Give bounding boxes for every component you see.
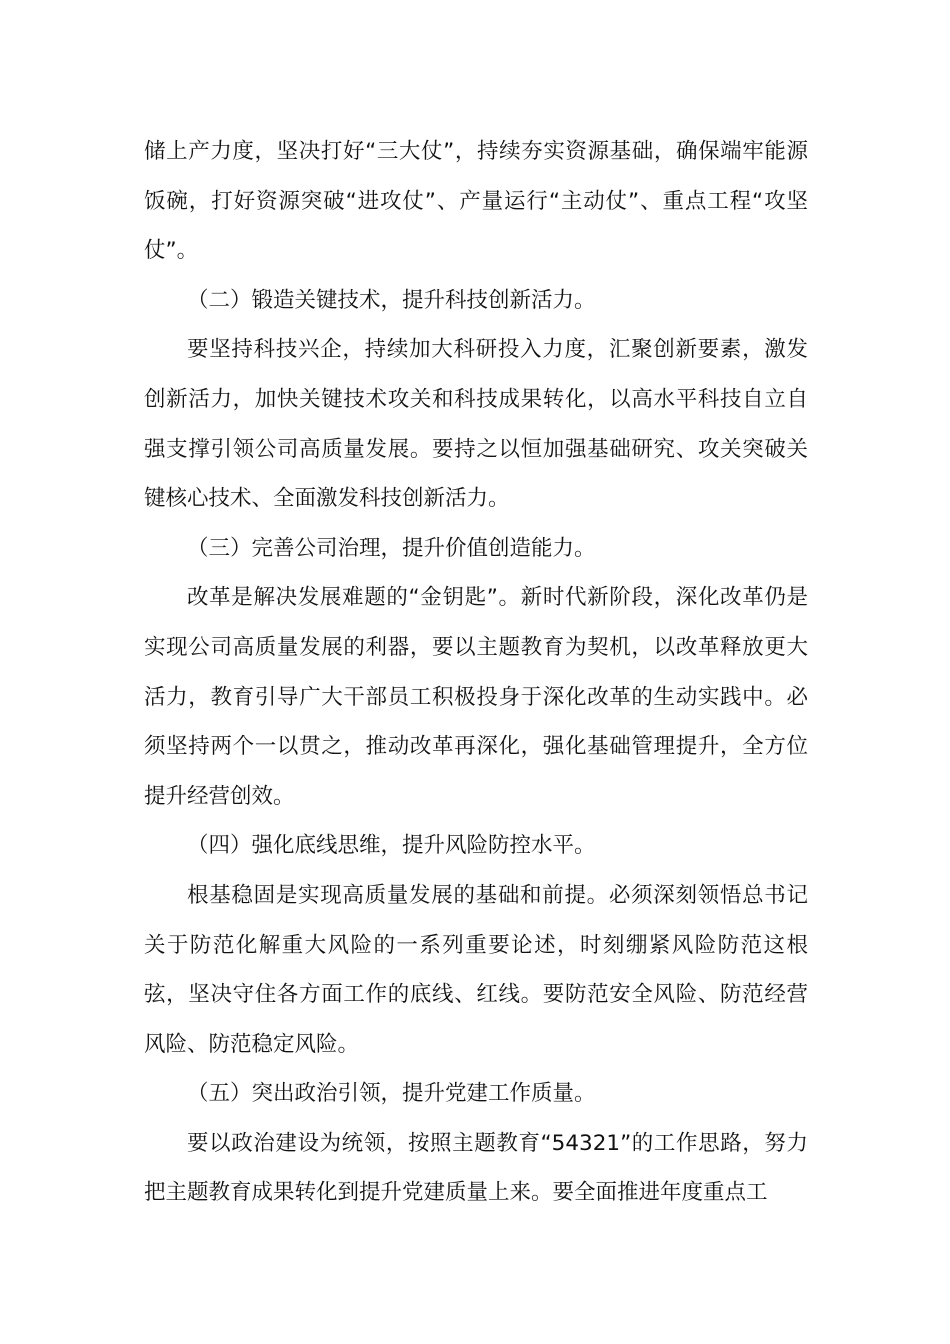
document-body: [144, 127, 808, 1218]
section-heading-4: （四）强化底线思维，提升风险防控水平。: [187, 833, 596, 859]
paragraph: 要以政治建设为统领，按照主题教育“54321”的工作思路，努力把主题教育成果转化到提升党建质量上来。要全面推进年度重点工: [144, 1130, 808, 1206]
paragraph-continued: 储上产力度，坚决打好“三大仗”，持续夯实资源基础，确保端牢能源饭碗，打好资源突破“进攻仗”、产量运行“主动仗”、重点工程“攻坚仗”。: [144, 139, 808, 264]
paragraph: 改革是解决发展难题的“金钥匙”。新时代新阶段，深化改革仍是实现公司高质量发展的利器，要以主题教育为契机，以改革释放更大活力，教育引导广大干部员工积极投身于深化改革的生动实践中。必须坚持两个一以贯之，推动改革再深化，强化基础管理提升，全方位提升经营创效。: [144, 585, 808, 809]
section-heading-2: （二）锻造关键技术，提升科技创新活力。: [187, 287, 596, 313]
paragraph: 要坚持科技兴企，持续加大科研投入力度，汇聚创新要素，激发创新活力，加快关键技术攻关和科技成果转化，以高水平科技自立自强支撑引领公司高质量发展。要持之以恒加强基础研究、攻关突破关键核心技术、全面激发科技创新活力。: [144, 337, 808, 512]
section-heading-3: （三）完善公司治理，提升价值创造能力。: [187, 535, 596, 561]
paragraph: 根基稳固是实现高质量发展的基础和前提。必须深刻领悟总书记关于防范化解重大风险的一系列重要论述，时刻绷紧风险防范这根弦，坚决守住各方面工作的底线、红线。要防范安全风险、防范经营风险、防范稳定风险。: [144, 882, 808, 1057]
section-heading-5: （五）突出政治引领，提升党建工作质量。: [187, 1081, 596, 1107]
